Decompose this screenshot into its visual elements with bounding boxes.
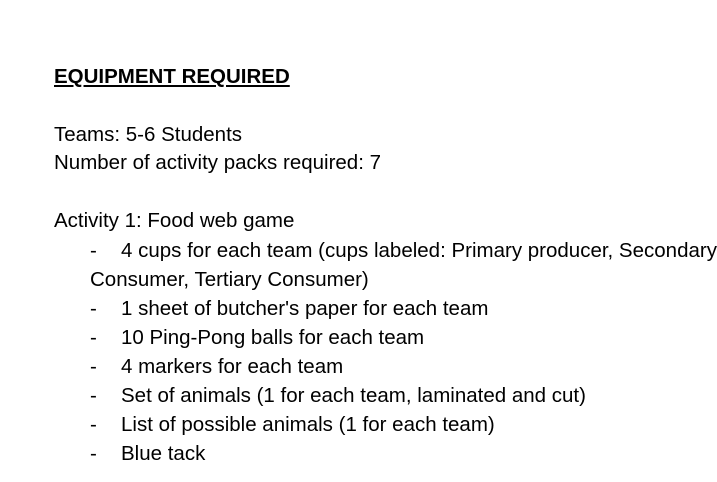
list-item (54, 410, 643, 439)
section-title: EQUIPMENT REQUIRED (54, 65, 290, 88)
list-item-text: Set of animals (1 for each team, laminated and cut) (121, 384, 586, 407)
bullet-dash: - (90, 384, 97, 407)
teams-line: Teams: 5-6 Students (54, 123, 243, 146)
bullet-dash: - (90, 413, 97, 436)
document-page (54, 64, 717, 468)
list-item-text-continued: Consumer, Tertiary Consumer) (90, 268, 369, 291)
list-item-text: Blue tack (121, 442, 206, 465)
equipment-list (54, 236, 717, 468)
bullet-dash: - (90, 239, 97, 262)
list-item (54, 323, 643, 352)
list-item (54, 236, 717, 294)
bullet-dash: - (90, 326, 97, 349)
list-item (54, 294, 643, 323)
list-item (54, 439, 643, 468)
packs-line: Number of activity packs required: 7 (54, 151, 381, 174)
bullet-dash: - (90, 442, 97, 465)
list-item-text: 1 sheet of butcher's paper for each team (121, 297, 489, 320)
list-item-text: 10 Ping-Pong balls for each team (121, 326, 425, 349)
list-item-text: 4 markers for each team (121, 355, 344, 378)
bullet-dash: - (90, 297, 97, 320)
list-item-text: List of possible animals (1 for each team) (121, 413, 495, 436)
list-item (54, 352, 643, 381)
list-item-text: 4 cups for each team (cups labeled: Primary producer, Secondary (121, 239, 717, 262)
list-item (54, 381, 643, 410)
activity-heading: Activity 1: Food web game (54, 209, 295, 232)
bullet-dash: - (90, 355, 97, 378)
